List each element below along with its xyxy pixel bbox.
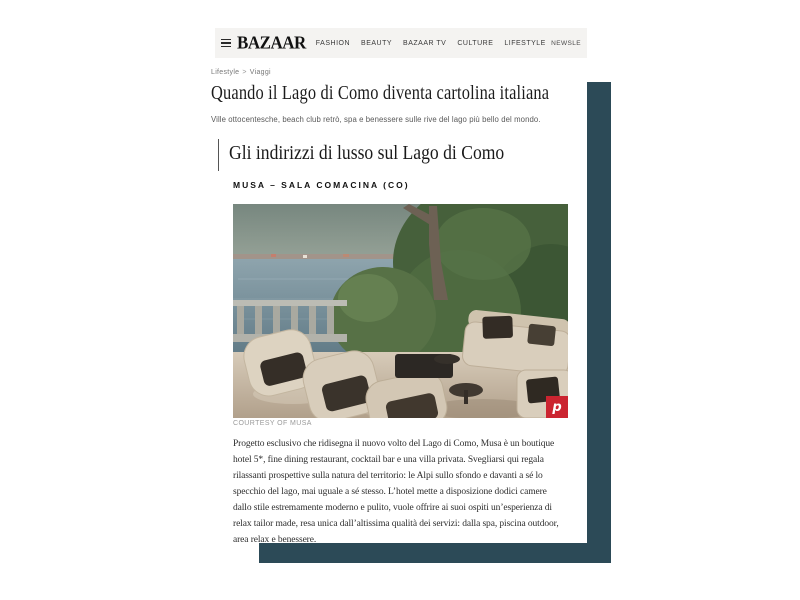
article-dek: Ville ottocentesche, beach club retrò, spa e benessere sulle rive del lago più bello del mondo. [211, 115, 541, 124]
pinterest-share-button[interactable] [546, 396, 568, 418]
article-page-card [200, 20, 587, 543]
bazaar-logo[interactable]: BAZAAR [237, 32, 306, 53]
top-navbar [215, 28, 587, 58]
newsletter-link[interactable]: NEWSLE [551, 39, 581, 47]
section-heading: Gli indirizzi di lusso sul Lago di Como [229, 142, 505, 164]
article-photo-figure [233, 204, 568, 418]
section-heading-block [218, 139, 542, 171]
breadcrumb-separator: > [242, 69, 247, 76]
photo-caption: COURTESY OF MUSA [233, 420, 312, 427]
hamburger-menu-icon[interactable] [221, 39, 231, 47]
nav-item-bazaar-tv[interactable]: BAZAAR TV [403, 39, 447, 47]
article-photo [233, 204, 568, 418]
entry-heading: MUSA – SALA COMACINA (CO) [233, 180, 410, 190]
nav-item-beauty[interactable]: BEAUTY [361, 39, 393, 47]
breadcrumb [211, 69, 271, 76]
nav-item-lifestyle[interactable]: LIFESTYLE [504, 39, 546, 47]
article-body: Progetto esclusivo che ridisegna il nuovo volto del Lago di Como, Musa è un boutique hotel 5*, fine dining restaurant, cocktail bar e una villa privata. Svegliarsi qui regala rilassanti prospettive sulla natura del territorio: le Alpi sullo sfondo e davanti a sé lo specchio del lago, mai uguale a sé stesso. L’hotel mette a disposizione dodici camere dallo stile estremamente moderno e pulito, vuole offrire ai suoi ospiti un’esperienza di relax tailor made, resa unica dall’altissima qualità dei servizi: dalla spa, piscina outdoor, area relax e benessere. [233, 439, 559, 543]
pinterest-icon: p [552, 399, 562, 415]
nav-item-fashion[interactable]: FASHION [315, 39, 351, 47]
nav-items [316, 40, 546, 47]
nav-item-culture[interactable]: CULTURE [457, 39, 494, 47]
breadcrumb-viaggi[interactable]: Viaggi [249, 69, 271, 76]
breadcrumb-lifestyle[interactable]: Lifestyle [211, 69, 240, 76]
page-title: Quando il Lago di Como diventa cartolina italiana [211, 82, 550, 104]
